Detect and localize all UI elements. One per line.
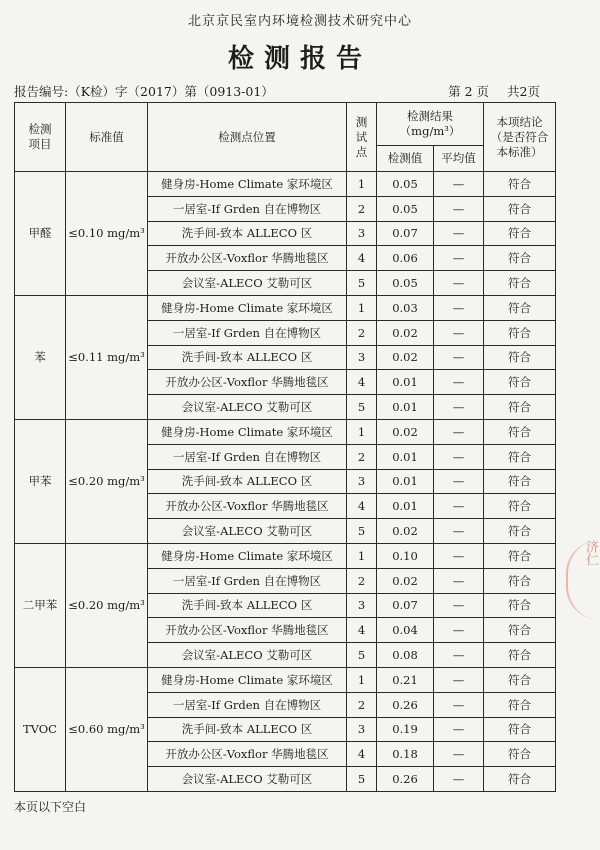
cell-value: 0.02	[377, 320, 434, 345]
cell-average: —	[434, 221, 484, 246]
cell-value: 0.18	[377, 742, 434, 767]
cell-average: —	[434, 692, 484, 717]
header-result: 检测结果 （mg/m³）	[377, 103, 484, 146]
cell-average: —	[434, 543, 484, 568]
cell-value: 0.02	[377, 345, 434, 370]
header-value: 检测值	[377, 146, 434, 172]
cell-point: 4	[347, 618, 377, 643]
cell-point: 4	[347, 370, 377, 395]
cell-average: —	[434, 742, 484, 767]
cell-value: 0.10	[377, 543, 434, 568]
cell-conclusion: 符合	[484, 246, 556, 271]
cell-average: —	[434, 246, 484, 271]
cell-conclusion: 符合	[484, 568, 556, 593]
cell-location: 一居室-If Grden 自在博物区	[148, 692, 347, 717]
cell-average: —	[434, 444, 484, 469]
cell-conclusion: 符合	[484, 320, 556, 345]
results-table	[14, 102, 556, 792]
cell-value: 0.02	[377, 568, 434, 593]
cell-value: 0.07	[377, 593, 434, 618]
cell-point: 3	[347, 221, 377, 246]
cell-standard: ≤0.11 mg/m³	[66, 295, 148, 419]
cell-average: —	[434, 643, 484, 668]
report-title: 检测报告	[227, 44, 372, 74]
cell-location: 一居室-If Grden 自在博物区	[148, 444, 347, 469]
cell-conclusion: 符合	[484, 519, 556, 544]
table-body	[15, 172, 556, 792]
cell-item: TVOC	[15, 667, 66, 791]
cell-average: —	[434, 345, 484, 370]
report-number: 报告编号:（K检）字（2017）第（0913-01）	[14, 84, 274, 99]
cell-location: 会议室-ALECO 艾勒可区	[148, 271, 347, 296]
cell-value: 0.26	[377, 767, 434, 792]
cell-value: 0.02	[377, 519, 434, 544]
header-conclusion: 本项结论 （是否符合 本标准）	[484, 103, 556, 172]
cell-point: 3	[347, 717, 377, 742]
cell-average: —	[434, 494, 484, 519]
cell-conclusion: 符合	[484, 395, 556, 420]
cell-value: 0.03	[377, 295, 434, 320]
cell-location: 开放办公区-Voxflor 华腾地毯区	[148, 370, 347, 395]
cell-item: 二甲苯	[15, 543, 66, 667]
cell-location: 洗手间-致本 ALLECO 区	[148, 717, 347, 742]
table-row	[15, 172, 556, 197]
cell-average: —	[434, 593, 484, 618]
cell-location: 会议室-ALECO 艾勒可区	[148, 519, 347, 544]
cell-average: —	[434, 172, 484, 197]
cell-item: 甲醛	[15, 172, 66, 296]
cell-point: 3	[347, 345, 377, 370]
cell-point: 5	[347, 271, 377, 296]
table-row	[15, 543, 556, 568]
cell-standard: ≤0.10 mg/m³	[66, 172, 148, 296]
header-average: 平均值	[434, 146, 484, 172]
cell-average: —	[434, 320, 484, 345]
cell-standard: ≤0.20 mg/m³	[66, 543, 148, 667]
cell-average: —	[434, 395, 484, 420]
cell-location: 健身房-Home Climate 家环境区	[148, 172, 347, 197]
organization-name: 北京京民室内环境检测技术研究中心	[187, 14, 412, 29]
cell-value: 0.01	[377, 370, 434, 395]
cell-point: 1	[347, 419, 377, 444]
cell-point: 2	[347, 444, 377, 469]
page-total: 共2页	[507, 84, 540, 99]
cell-item: 甲苯	[15, 419, 66, 543]
cell-conclusion: 符合	[484, 543, 556, 568]
cell-point: 1	[347, 667, 377, 692]
cell-average: —	[434, 271, 484, 296]
cell-value: 0.05	[377, 196, 434, 221]
cell-location: 开放办公区-Voxflor 华腾地毯区	[148, 246, 347, 271]
cell-point: 3	[347, 469, 377, 494]
cell-point: 1	[347, 295, 377, 320]
cell-standard: ≤0.60 mg/m³	[66, 667, 148, 791]
table-row	[15, 295, 556, 320]
cell-conclusion: 符合	[484, 345, 556, 370]
cell-point: 4	[347, 742, 377, 767]
cell-conclusion: 符合	[484, 370, 556, 395]
cell-average: —	[434, 519, 484, 544]
cell-value: 0.08	[377, 643, 434, 668]
cell-location: 洗手间-致本 ALLECO 区	[148, 345, 347, 370]
table-row	[15, 667, 556, 692]
header-point: 测 试 点	[347, 103, 377, 172]
cell-value: 0.01	[377, 494, 434, 519]
cell-value: 0.26	[377, 692, 434, 717]
cell-point: 5	[347, 519, 377, 544]
cell-value: 0.05	[377, 172, 434, 197]
cell-value: 0.01	[377, 444, 434, 469]
cell-average: —	[434, 196, 484, 221]
cell-point: 4	[347, 246, 377, 271]
cell-point: 5	[347, 767, 377, 792]
cell-conclusion: 符合	[484, 221, 556, 246]
cell-value: 0.21	[377, 667, 434, 692]
cell-conclusion: 符合	[484, 196, 556, 221]
cell-average: —	[434, 469, 484, 494]
cell-conclusion: 符合	[484, 742, 556, 767]
cell-location: 开放办公区-Voxflor 华腾地毯区	[148, 494, 347, 519]
cell-conclusion: 符合	[484, 419, 556, 444]
cell-location: 健身房-Home Climate 家环境区	[148, 295, 347, 320]
cell-point: 2	[347, 568, 377, 593]
header-standard: 标准值	[66, 103, 148, 172]
page-current: 第 2 页	[448, 84, 490, 99]
cell-point: 5	[347, 643, 377, 668]
cell-point: 2	[347, 196, 377, 221]
cell-point: 3	[347, 593, 377, 618]
header-item: 检测 项目	[15, 103, 66, 172]
cell-location: 会议室-ALECO 艾勒可区	[148, 767, 347, 792]
cell-average: —	[434, 618, 484, 643]
table-row	[15, 419, 556, 444]
cell-location: 一居室-If Grden 自在博物区	[148, 196, 347, 221]
cell-conclusion: 符合	[484, 618, 556, 643]
cell-average: —	[434, 717, 484, 742]
cell-average: —	[434, 568, 484, 593]
cell-conclusion: 符合	[484, 593, 556, 618]
cell-value: 0.19	[377, 717, 434, 742]
header-location: 检测点位置	[148, 103, 347, 172]
cell-conclusion: 符合	[484, 494, 556, 519]
cell-conclusion: 符合	[484, 717, 556, 742]
cell-point: 2	[347, 692, 377, 717]
cell-conclusion: 符合	[484, 444, 556, 469]
seal-stamp: 济仁	[566, 540, 600, 620]
cell-conclusion: 符合	[484, 295, 556, 320]
cell-conclusion: 符合	[484, 667, 556, 692]
cell-average: —	[434, 370, 484, 395]
cell-average: —	[434, 419, 484, 444]
cell-point: 2	[347, 320, 377, 345]
cell-value: 0.07	[377, 221, 434, 246]
cell-location: 洗手间-致本 ALLECO 区	[148, 593, 347, 618]
cell-location: 开放办公区-Voxflor 华腾地毯区	[148, 742, 347, 767]
cell-value: 0.06	[377, 246, 434, 271]
page-indicator	[434, 82, 540, 100]
cell-location: 健身房-Home Climate 家环境区	[148, 543, 347, 568]
cell-conclusion: 符合	[484, 469, 556, 494]
cell-location: 会议室-ALECO 艾勒可区	[148, 395, 347, 420]
cell-value: 0.05	[377, 271, 434, 296]
cell-location: 健身房-Home Climate 家环境区	[148, 667, 347, 692]
cell-conclusion: 符合	[484, 692, 556, 717]
cell-conclusion: 符合	[484, 767, 556, 792]
cell-location: 会议室-ALECO 艾勒可区	[148, 643, 347, 668]
cell-location: 一居室-If Grden 自在博物区	[148, 568, 347, 593]
cell-average: —	[434, 295, 484, 320]
cell-average: —	[434, 667, 484, 692]
report-meta	[14, 82, 540, 100]
cell-location: 一居室-If Grden 自在博物区	[148, 320, 347, 345]
cell-conclusion: 符合	[484, 643, 556, 668]
cell-point: 1	[347, 172, 377, 197]
cell-average: —	[434, 767, 484, 792]
cell-location: 洗手间-致本 ALLECO 区	[148, 221, 347, 246]
cell-location: 开放办公区-Voxflor 华腾地毯区	[148, 618, 347, 643]
footer-note: 本页以下空白	[14, 800, 87, 814]
cell-standard: ≤0.20 mg/m³	[66, 419, 148, 543]
cell-point: 4	[347, 494, 377, 519]
cell-conclusion: 符合	[484, 271, 556, 296]
cell-value: 0.01	[377, 395, 434, 420]
cell-point: 1	[347, 543, 377, 568]
cell-value: 0.01	[377, 469, 434, 494]
cell-location: 健身房-Home Climate 家环境区	[148, 419, 347, 444]
cell-point: 5	[347, 395, 377, 420]
cell-conclusion: 符合	[484, 172, 556, 197]
cell-value: 0.02	[377, 419, 434, 444]
cell-location: 洗手间-致本 ALLECO 区	[148, 469, 347, 494]
cell-value: 0.04	[377, 618, 434, 643]
cell-item: 苯	[15, 295, 66, 419]
